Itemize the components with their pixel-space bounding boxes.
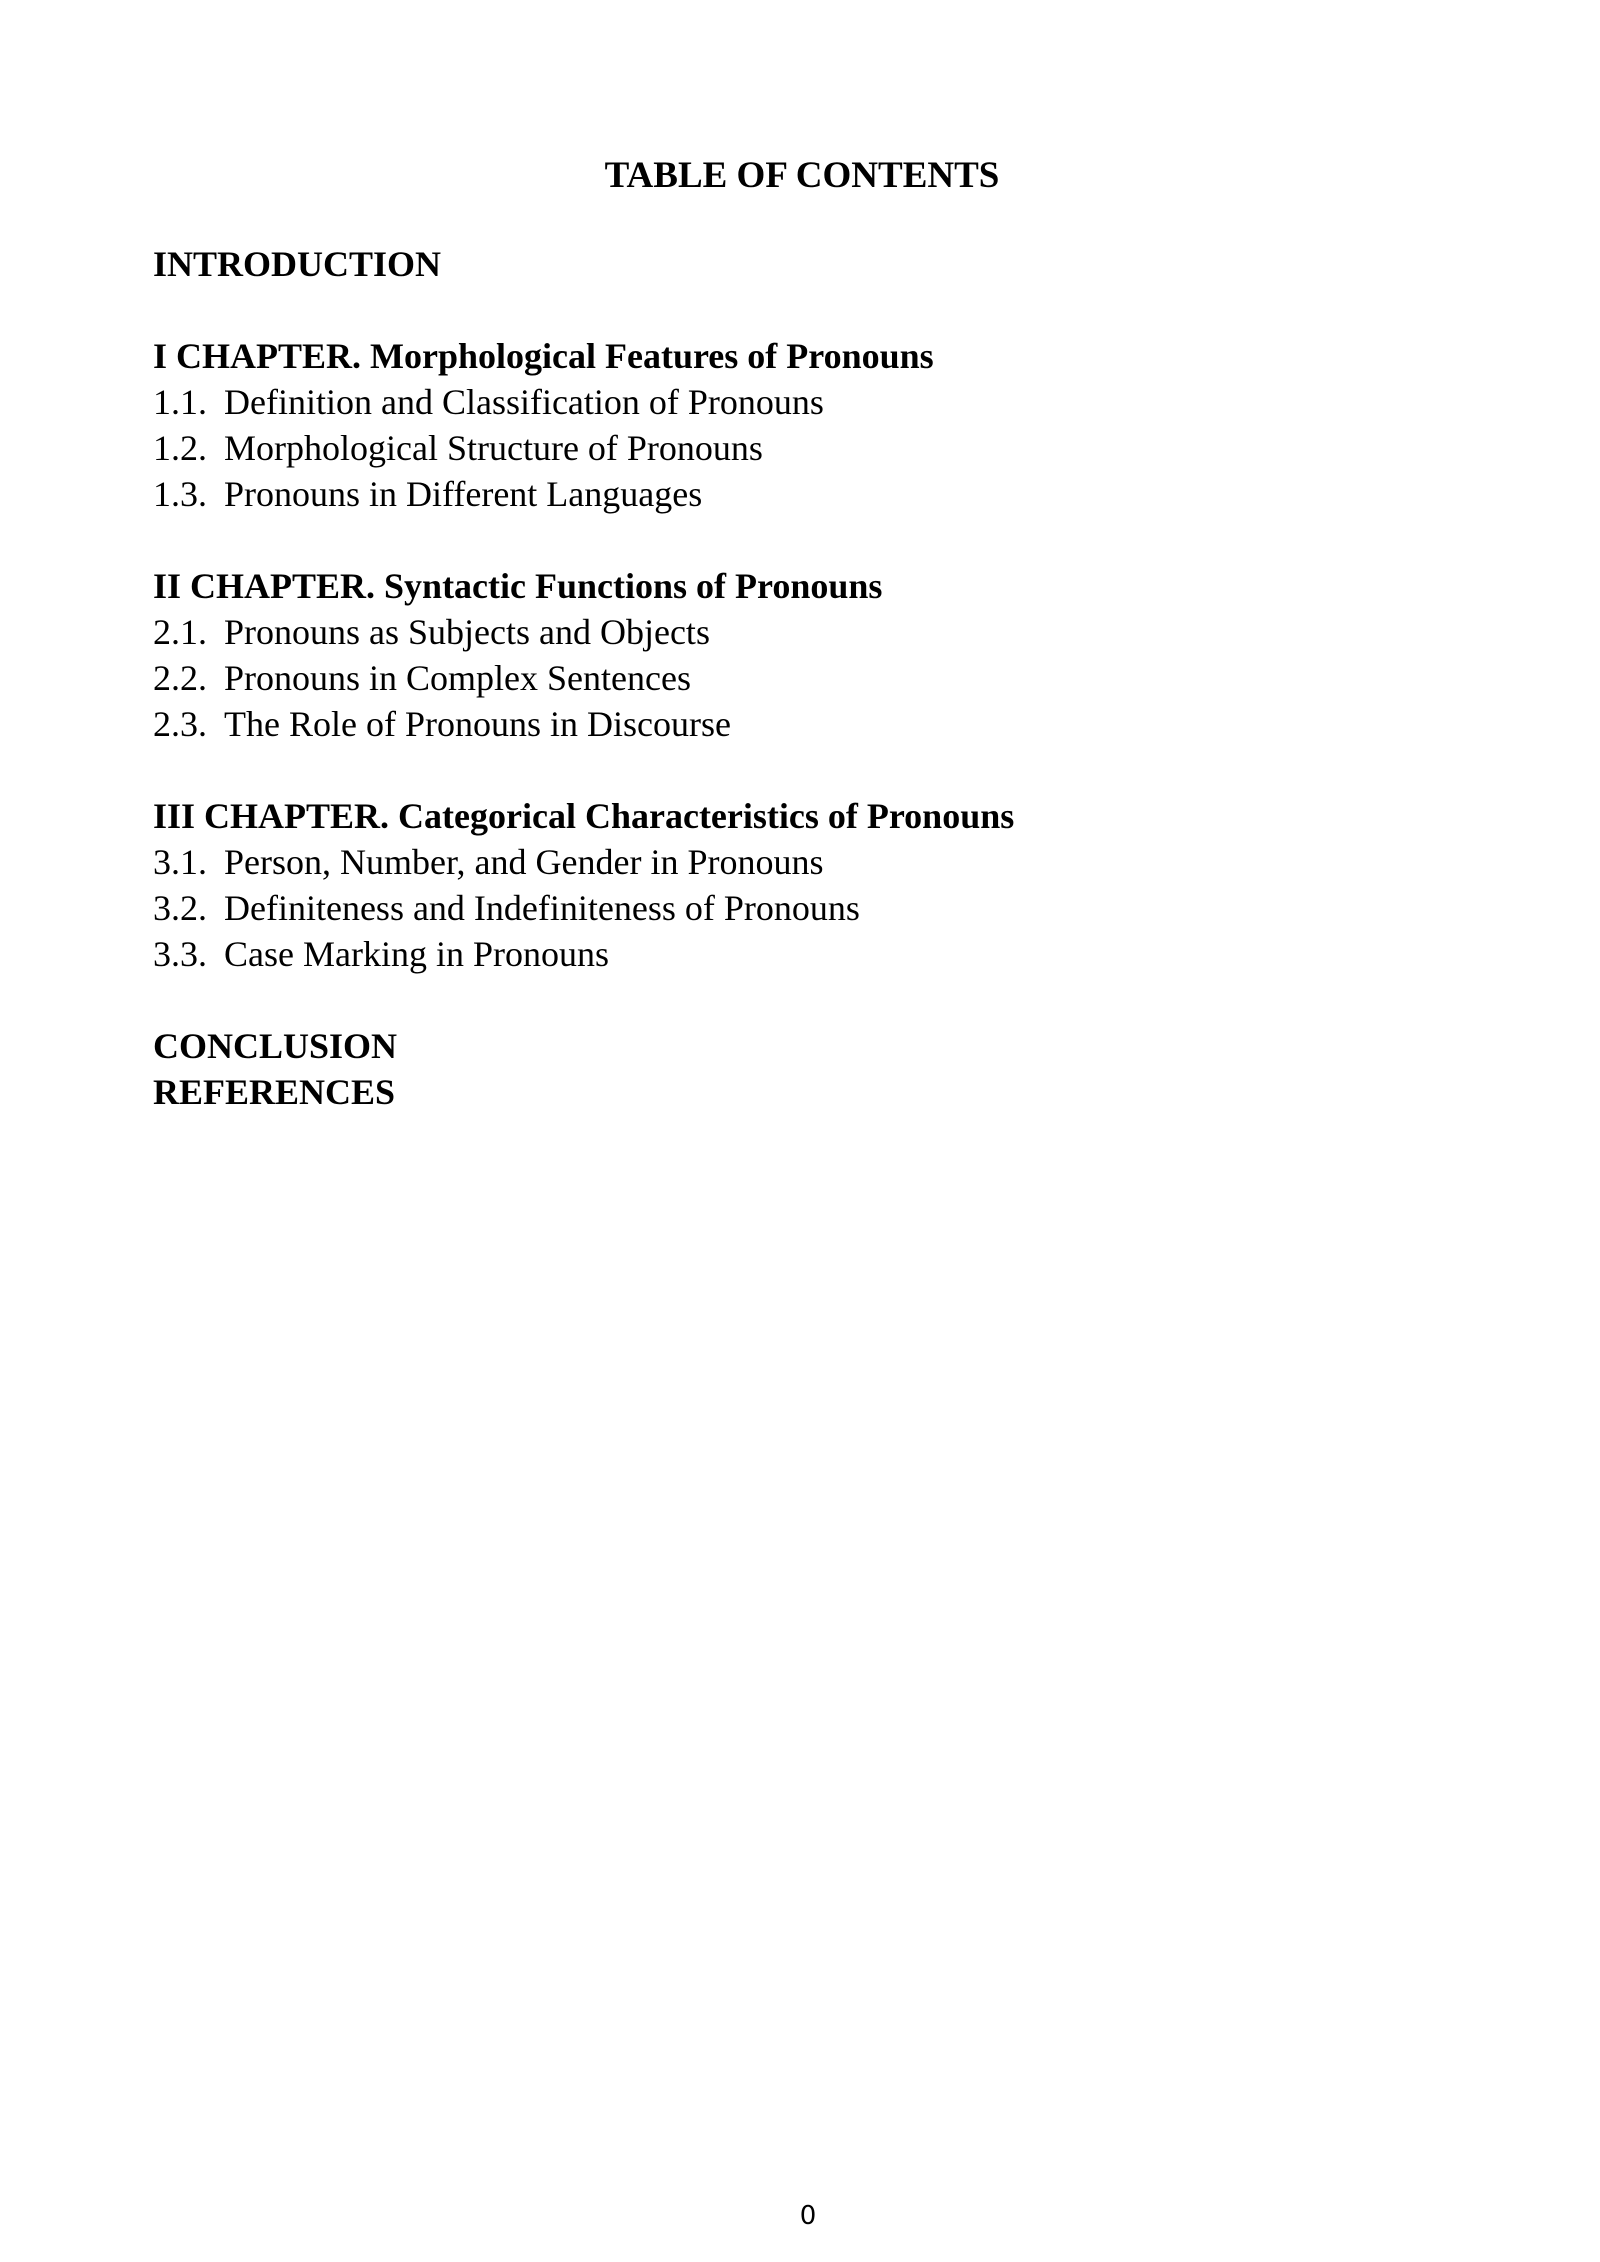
toc-section-3-3: [153, 931, 1453, 977]
section-number: 1.3.: [153, 474, 207, 514]
section-title: The Role of Pronouns in Discourse: [224, 704, 731, 744]
toc-title: [0, 152, 1600, 200]
toc-chapter-3-heading: III CHAPTER. Categorical Characteristics of Pronouns: [153, 796, 1015, 836]
section-number: 2.1.: [153, 612, 207, 652]
toc-spacer: [153, 287, 1453, 333]
section-number: 1.2.: [153, 428, 207, 468]
section-number: 3.2.: [153, 888, 207, 928]
section-title: Pronouns in Complex Sentences: [224, 658, 691, 698]
toc-section-1-1: [153, 379, 1453, 425]
toc-entry-references: REFERENCES: [153, 1072, 396, 1112]
section-number: 2.2.: [153, 658, 207, 698]
toc-section-2-2: [153, 655, 1453, 701]
toc-spacer: [153, 517, 1453, 563]
section-title: Morphological Structure of Pronouns: [224, 428, 763, 468]
section-number: 2.3.: [153, 704, 207, 744]
section-title: Case Marking in Pronouns: [224, 934, 609, 974]
section-title: Pronouns in Different Languages: [224, 474, 703, 514]
toc-section-3-1: [153, 839, 1453, 885]
toc-section-3-2: [153, 885, 1453, 931]
toc-section-1-2: [153, 425, 1453, 471]
section-title: Person, Number, and Gender in Pronouns: [224, 842, 824, 882]
section-number: 3.3.: [153, 934, 207, 974]
section-title: Pronouns as Subjects and Objects: [224, 612, 710, 652]
toc-spacer: [153, 977, 1453, 1023]
toc-section-2-3: [153, 701, 1453, 747]
toc-entry-conclusion: CONCLUSION: [153, 1026, 398, 1066]
toc-section-1-3: [153, 471, 1453, 517]
toc-title-text: TABLE OF CONTENTS: [604, 155, 1000, 196]
toc-section-2-1: [153, 609, 1453, 655]
toc-chapter-2-heading: II CHAPTER. Syntactic Functions of Pronouns: [153, 566, 883, 606]
toc-body: [153, 241, 1453, 1115]
section-number: 3.1.: [153, 842, 207, 882]
toc-spacer: [153, 747, 1453, 793]
toc-chapter-1-heading: I CHAPTER. Morphological Features of Pronouns: [153, 336, 934, 376]
section-title: Definiteness and Indefiniteness of Pronouns: [224, 888, 860, 928]
section-title: Definition and Classification of Pronouns: [224, 382, 824, 422]
toc-entry-introduction: INTRODUCTION: [153, 244, 442, 284]
page-number: 0: [799, 2201, 817, 2231]
section-number: 1.1.: [153, 382, 207, 422]
